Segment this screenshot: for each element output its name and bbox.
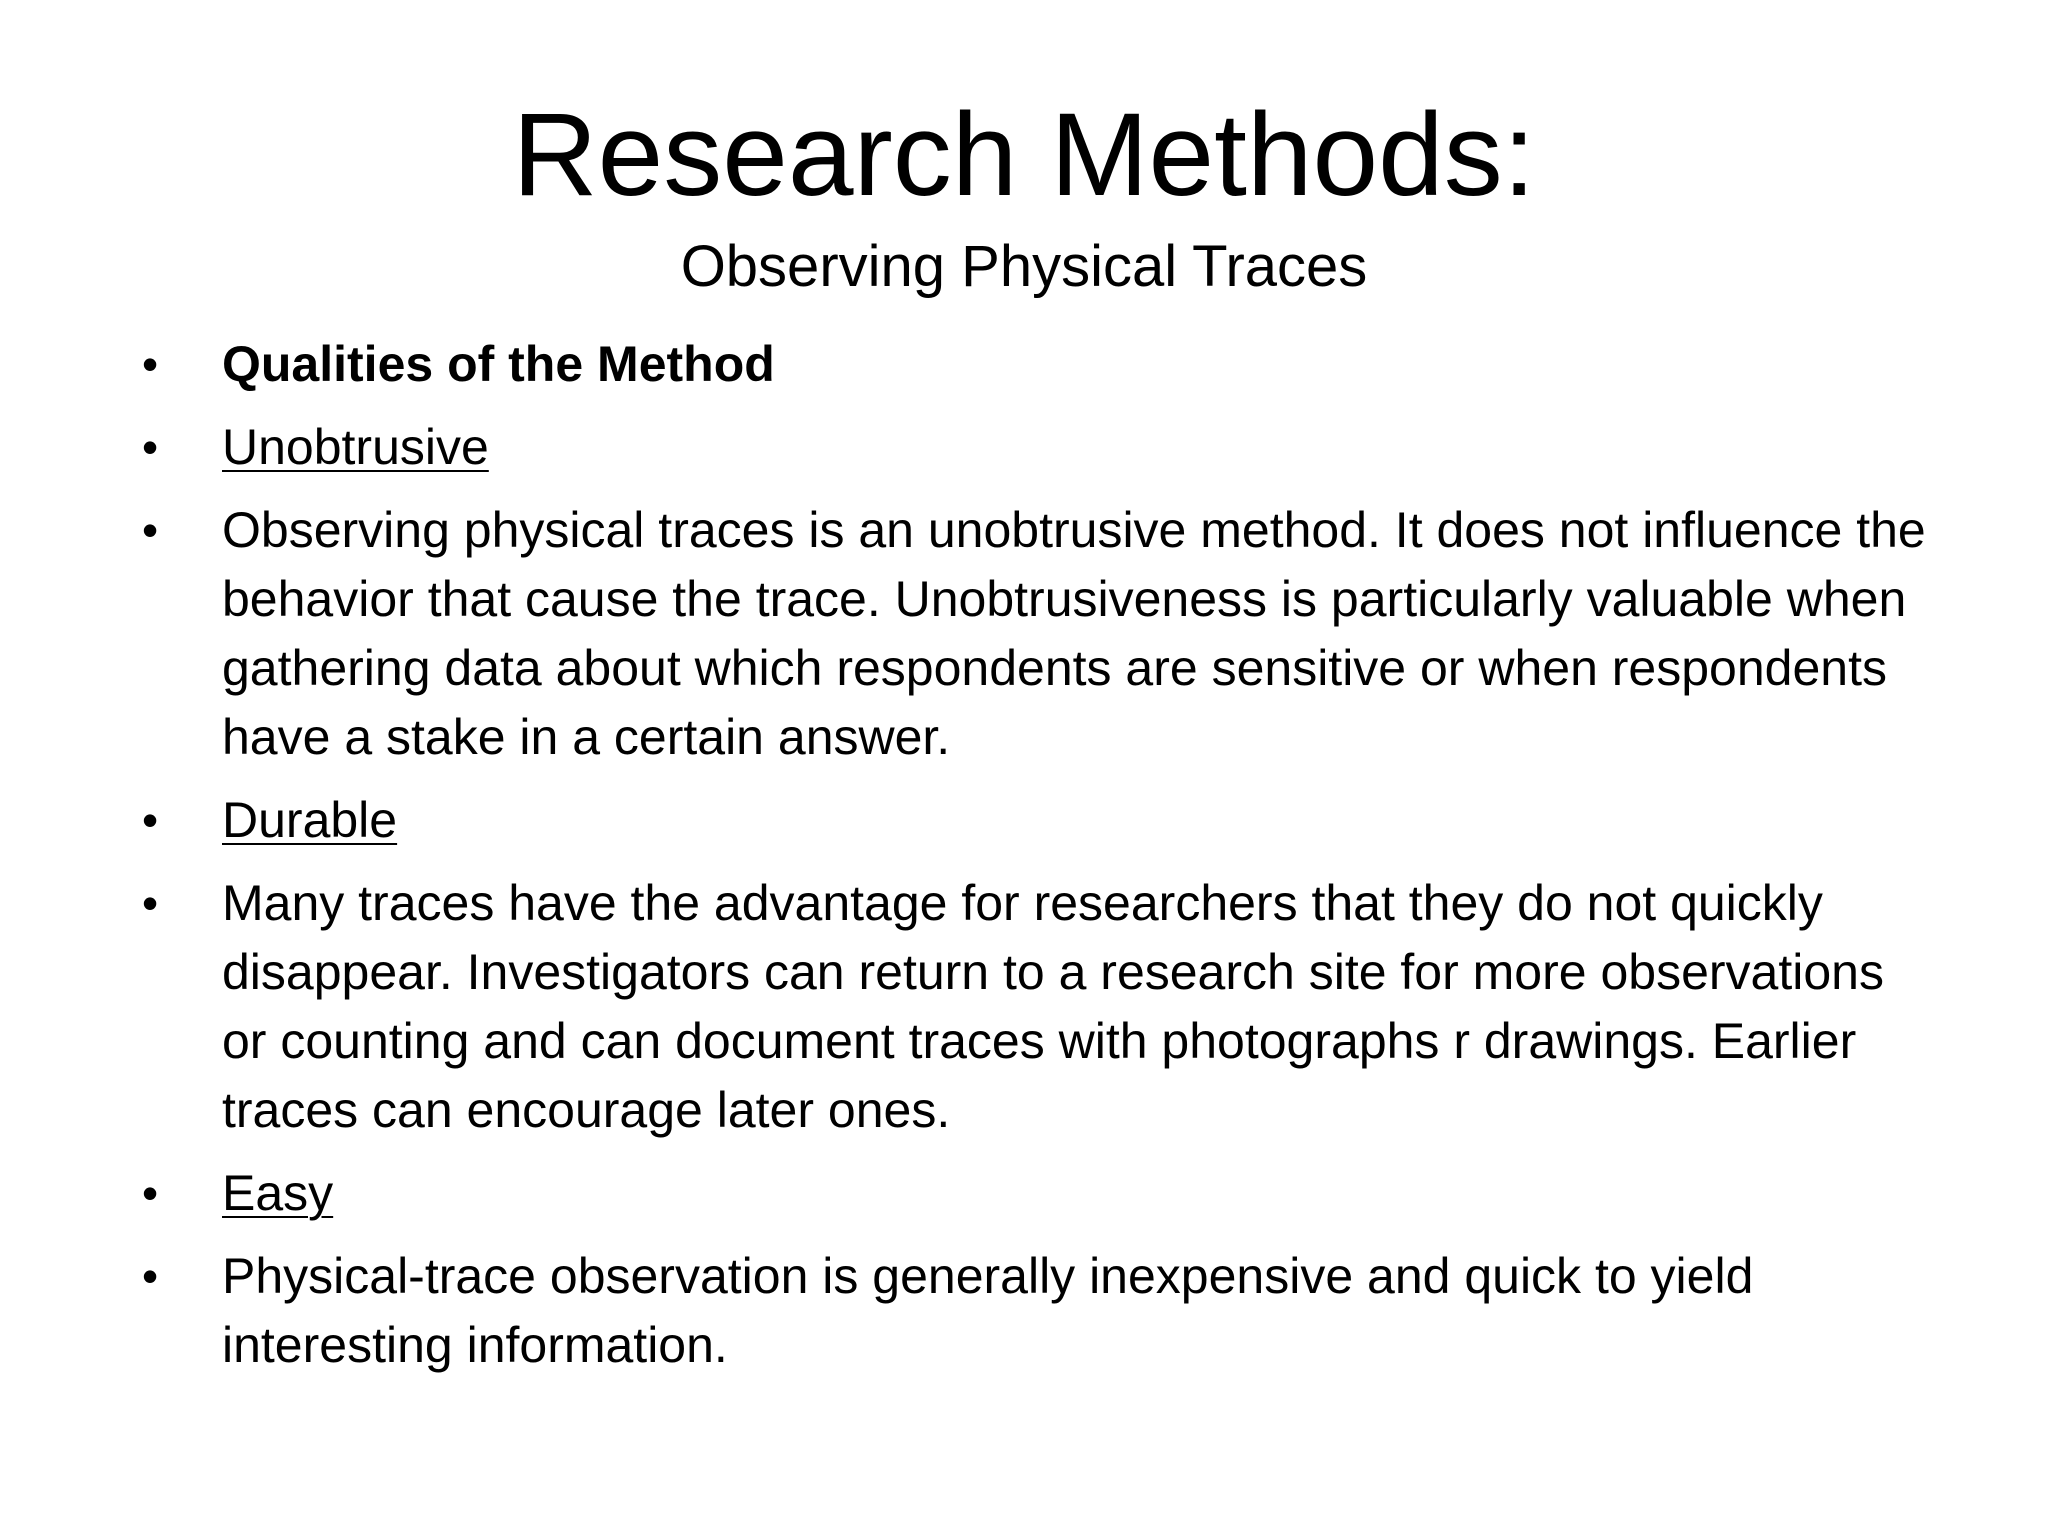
bullet-list [140,330,1930,1394]
bullet-item-unobtrusive-description [140,496,1930,772]
bullet-item-easy [140,1159,1930,1228]
bullet-item-durable [140,786,1930,855]
bullet-item-unobtrusive [140,413,1930,482]
bullet-heading-qualities: Qualities of the Method [222,336,775,392]
slide-subtitle: Observing Physical Traces [680,234,1368,299]
bullet-text-durable: Many traces have the advantage for researchers that they do not quickly disappear. Investigators can return to a research site for more observations or counting and can document traces with photographs r drawings. Earlier traces can encourage later ones. [222,875,1884,1138]
bullet-dot-icon: • [142,1167,159,1219]
bullet-text-unobtrusive: Observing physical traces is an unobtrusive method. It does not influence the behavior that cause the trace. Unobtrusiveness is particularly valuable when gathering data about which respondents are sensitive or when respondents have a stake in a certain answer. [222,502,1926,765]
bullet-item-durable-description [140,869,1930,1145]
bullet-dot-icon: • [142,421,159,473]
bullet-dot-icon: • [142,338,159,390]
bullet-dot-icon: • [142,794,159,846]
bullet-dot-icon: • [142,1250,159,1302]
bullet-dot-icon: • [142,877,159,929]
bullet-dot-icon: • [142,504,159,556]
slide-title: Research Methods: [512,89,1536,221]
bullet-item-easy-description [140,1242,1930,1380]
bullet-item-qualities [140,330,1930,399]
bullet-heading-unobtrusive: Unobtrusive [222,419,489,475]
bullet-heading-easy: Easy [222,1165,334,1221]
bullet-heading-durable: Durable [222,792,398,848]
bullet-text-easy: Physical-trace observation is generally inexpensive and quick to yield interesting information. [222,1248,1754,1373]
